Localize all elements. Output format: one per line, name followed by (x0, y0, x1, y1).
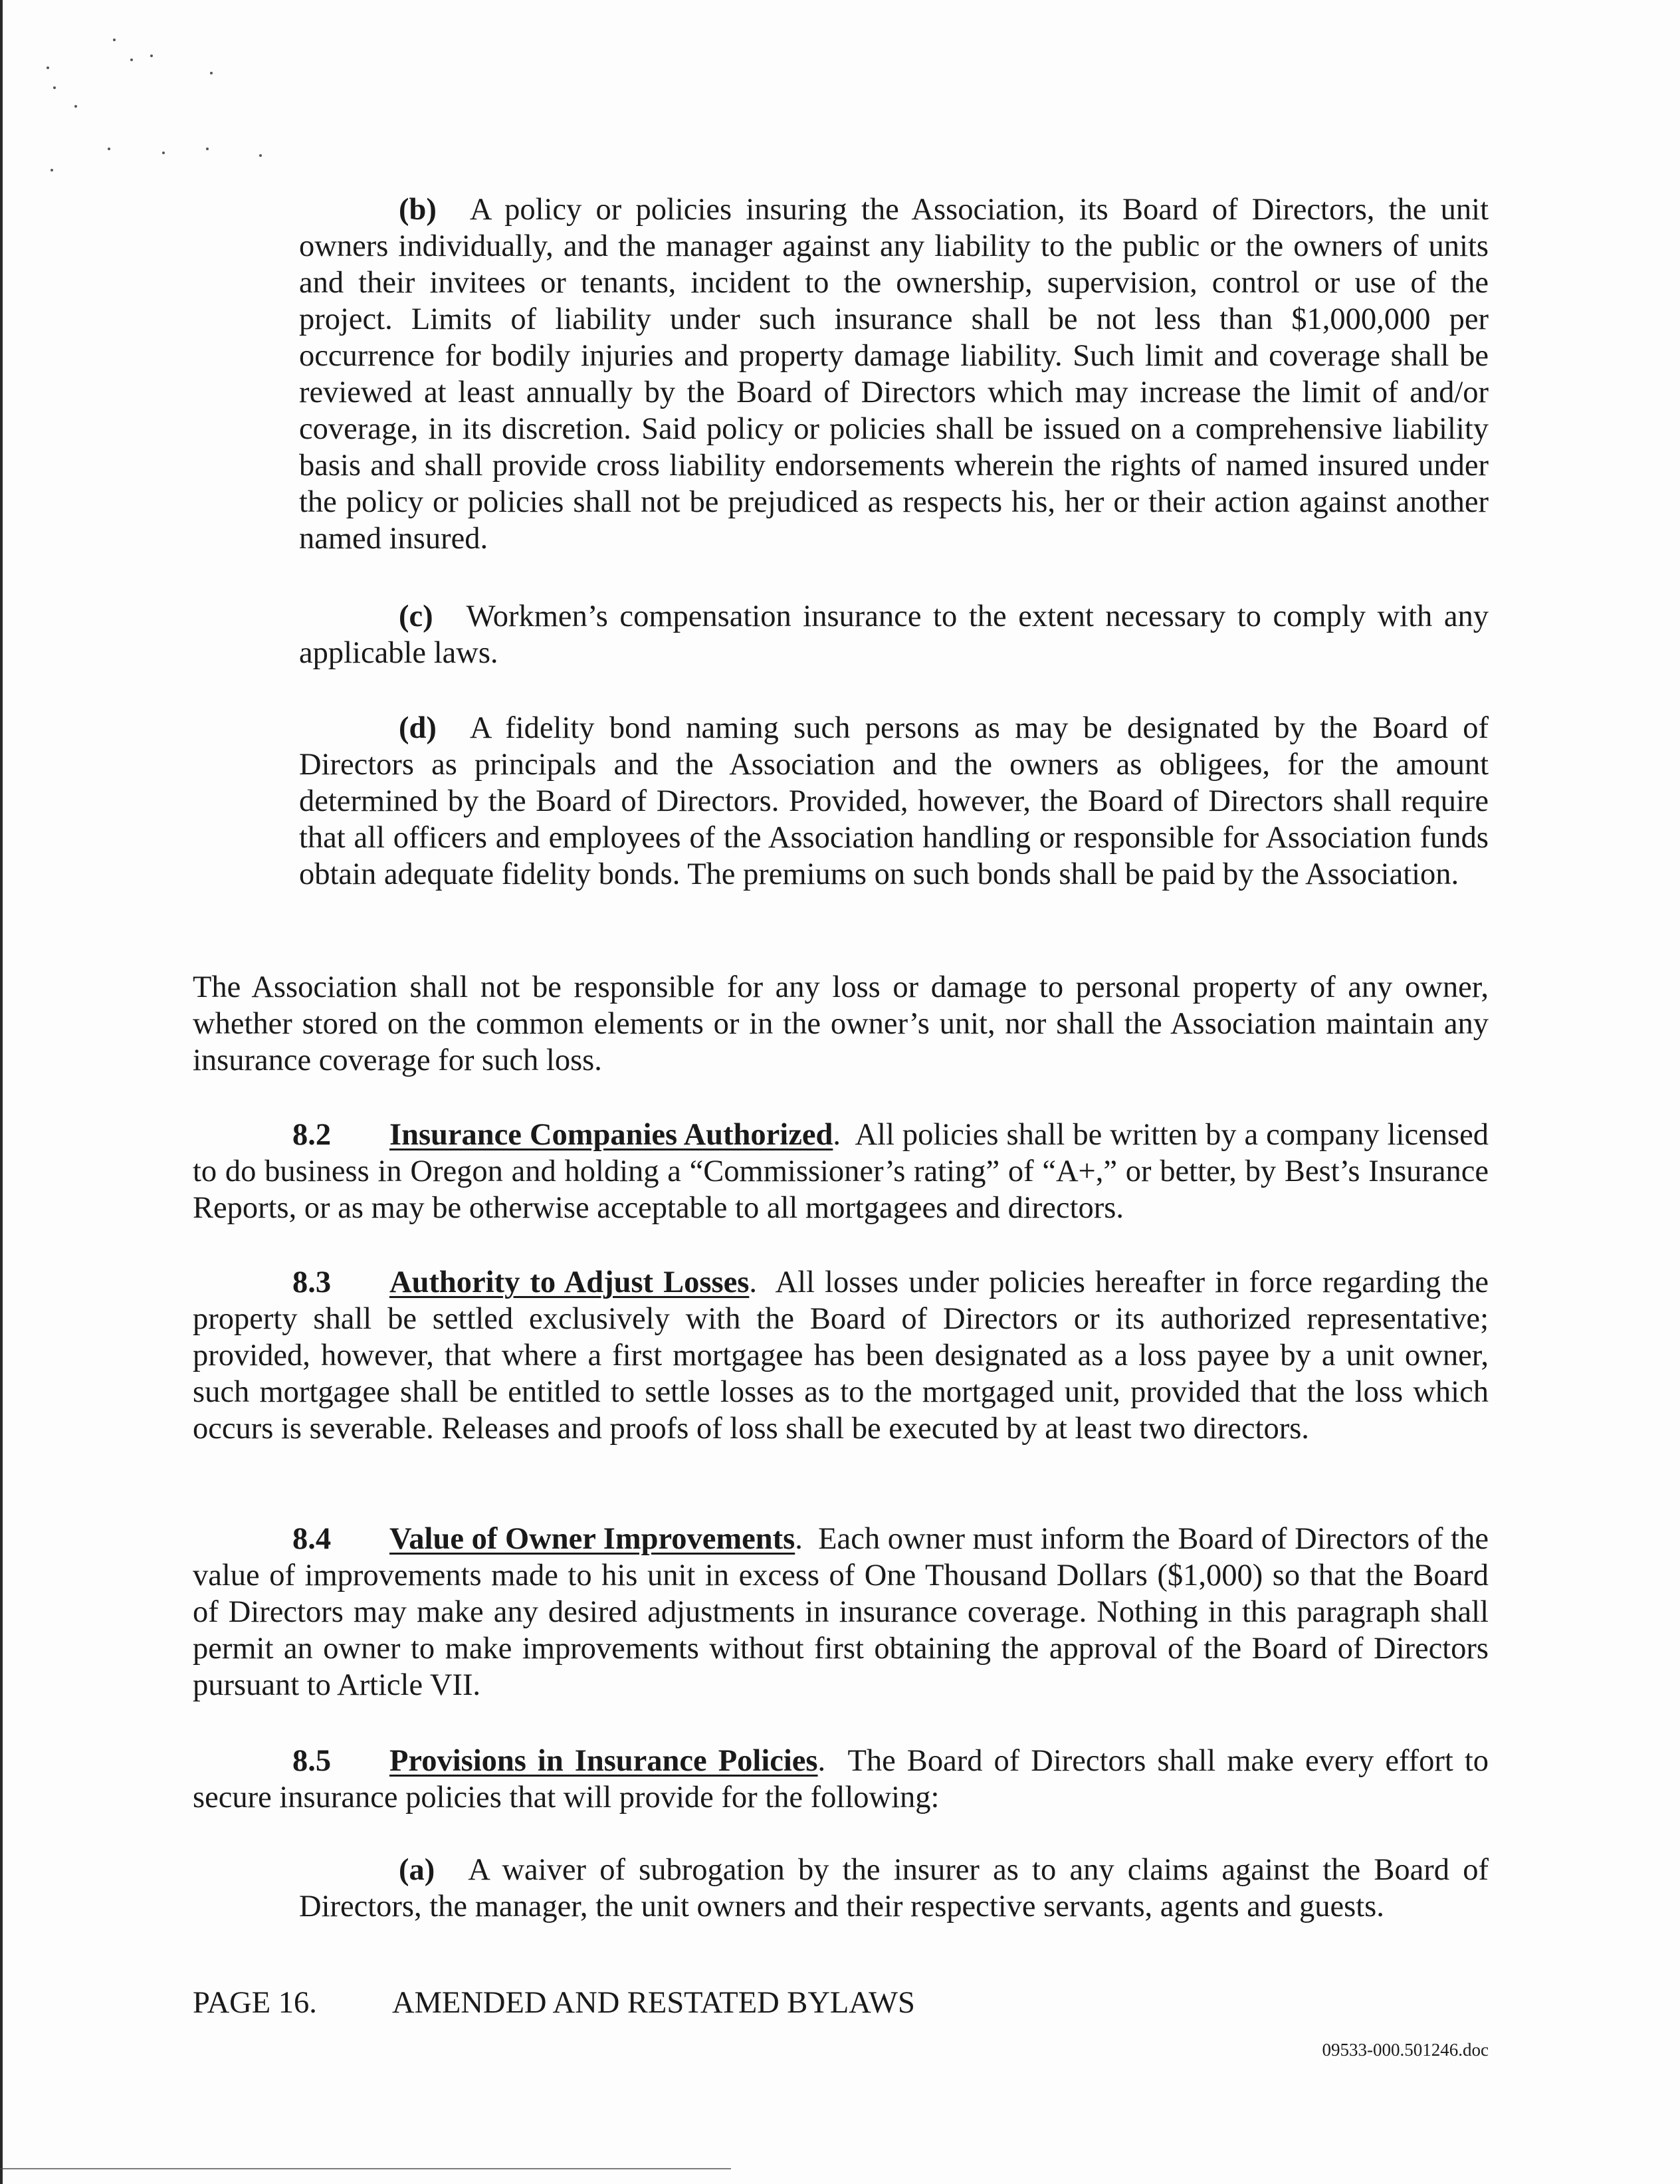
scan-speck (210, 72, 213, 74)
section-8-5: 8.5 Provisions in Insurance Policies. The Board of Directors shall make every effort to secure insurance policies that will provide for the following: (193, 1744, 1489, 1814)
scan-speck (53, 86, 56, 89)
section-8-4: 8.4 Value of Owner Improvements. Each owner must inform the Board of Directors of the value of improvements made to his unit in excess of One Thousand Dollars ($1,000) so that the Board of Directors may make any desired adjustments in insurance coverage. Nothing in this paragraph shall permit an owner to make improvements without first obtaining the approval of the Board of Directors pursuant to Article VII. (193, 1522, 1489, 1702)
section-8-2-number: 8.2 (292, 1118, 332, 1152)
paragraph-b-label: (b) (399, 193, 437, 227)
section-8-2-title: Insurance Companies Authorized (389, 1118, 833, 1152)
footer-title: AMENDED AND RESTATED BYLAWS (392, 1986, 915, 2020)
section-8-3: 8.3 Authority to Adjust Losses. All losses under policies hereafter in force regarding the property shall be settled exclusively with the Board of Directors or its authorized representative; provided, however, that where a first mortgagee has been designated as a loss payee by a unit owner, such mortgagee shall be entitled to settle losses as to the mortgaged unit, provided that the loss which occurs is severable. Releases and proofs of loss shall be executed by at least two directors. (193, 1265, 1489, 1446)
scan-speck (130, 58, 133, 61)
section-8-2-text: All policies shall be written by a company licensed to do business in Oregon and holding a “Commissioner’s rating” of “A+,” or better, by Best’s Insurance Reports, or as may be otherwise acceptable to all mortgagees and directors. (193, 1118, 1489, 1225)
section-8-5-number: 8.5 (292, 1744, 332, 1778)
section-8-3-text: All losses under policies hereafter in force regarding the property shall be settled exclusively with the Board of Directors or its authorized representative; provided, however, that where a first mortgagee has been designated as a loss payee by a unit owner, such mortgagee shall be entitled to settle losses as to the mortgaged unit, provided that the loss which occurs is severable. Releases and proofs of loss shall be executed by at least two directors. (193, 1265, 1489, 1446)
section-8-5-text: The Board of Directors shall make every effort to secure insurance policies that will provide for the following: (193, 1744, 1489, 1814)
scan-speck (113, 39, 116, 41)
section-8-5-a-text: A waiver of subrogation by the insurer as to any claims against the Board of Directors, the manager, the unit owners and their respective servants, agents and guests. (299, 1853, 1489, 1923)
scan-speck (74, 105, 77, 108)
scan-speck (47, 66, 49, 69)
paragraph-c-label: (c) (399, 600, 433, 633)
scan-edge (0, 0, 3, 2184)
section-8-3-number: 8.3 (292, 1265, 332, 1299)
paragraph-b-text: A policy or policies insuring the Association, its Board of Directors, the unit owners individually, and the manager against any liability to the public or the owners of units and their invitees or tenants, incident to the ownership, supervision, control or use of the project. Limits of liability under such insurance shall be not less than $1,000,000 per occurrence for bodily injuries and property damage liability. Such limit and coverage shall be reviewed at least annually by the Board of Directors which may increase the limit of and/or coverage, in its discretion. Said policy or policies shall be issued on a comprehensive liability basis and shall provide cross liability endorsements wherein the rights of named insured under the policy or policies shall not be prejudiced as respects his, her or their action against another named insured. (299, 193, 1489, 556)
scan-speck (150, 55, 153, 57)
scan-speck (108, 148, 110, 150)
scan-speck (51, 169, 53, 171)
scan-speck (259, 154, 262, 157)
paragraph-c-text: Workmen’s compensation insurance to the extent necessary to comply with any applicable laws. (299, 600, 1489, 670)
paragraph-d (299, 710, 1489, 893)
section-8-5-a-label: (a) (399, 1853, 435, 1887)
paragraph-c (299, 598, 1489, 671)
scan-bottom-line (0, 2168, 731, 2169)
scan-speck (206, 148, 209, 150)
association-note: The Association shall not be responsible for any loss or damage to personal property of any owner, whether stored on the common elements or in the owner’s unit, nor shall the Association maintain any insurance coverage for such loss. (193, 970, 1489, 1077)
section-8-5-a (299, 1852, 1489, 1925)
section-8-5-title: Provisions in Insurance Policies (389, 1744, 818, 1778)
section-8-4-text: Each owner must inform the Board of Directors of the value of improvements made to his unit in excess of One Thousand Dollars ($1,000) so that the Board of Directors may make any desired adjustments in insurance coverage. Nothing in this paragraph shall permit an owner to make improvements without first obtaining the approval of the Board of Directors pursuant to Article VII. (193, 1522, 1489, 1702)
footer (193, 1985, 915, 2021)
footer-page-number: PAGE 16. (193, 1986, 317, 2020)
section-8-4-number: 8.4 (292, 1522, 332, 1556)
section-8-3-title: Authority to Adjust Losses (389, 1265, 750, 1299)
paragraph-b (299, 191, 1489, 557)
scan-speck (162, 152, 165, 154)
paragraph-d-label: (d) (399, 711, 437, 745)
section-8-4-title: Value of Owner Improvements (389, 1522, 795, 1556)
footer-doc-id: 09533-000.501246.doc (1322, 2040, 1489, 2060)
section-8-2: 8.2 Insurance Companies Authorized. All policies shall be written by a company licensed to do business in Oregon and holding a “Commissioner’s rating” of “A+,” or better, by Best’s Insurance Reports, or as may be otherwise acceptable to all mortgagees and directors. (193, 1118, 1489, 1225)
paragraph-d-text: A fidelity bond naming such persons as may be designated by the Board of Directors as principals and the Association and the owners as obligees, for the amount determined by the Board of Directors. Provided, however, the Board of Directors shall require that all officers and employees of the Association handling or responsible for Association funds obtain adequate fidelity bonds. The premiums on such bonds shall be paid by the Association. (299, 711, 1489, 891)
